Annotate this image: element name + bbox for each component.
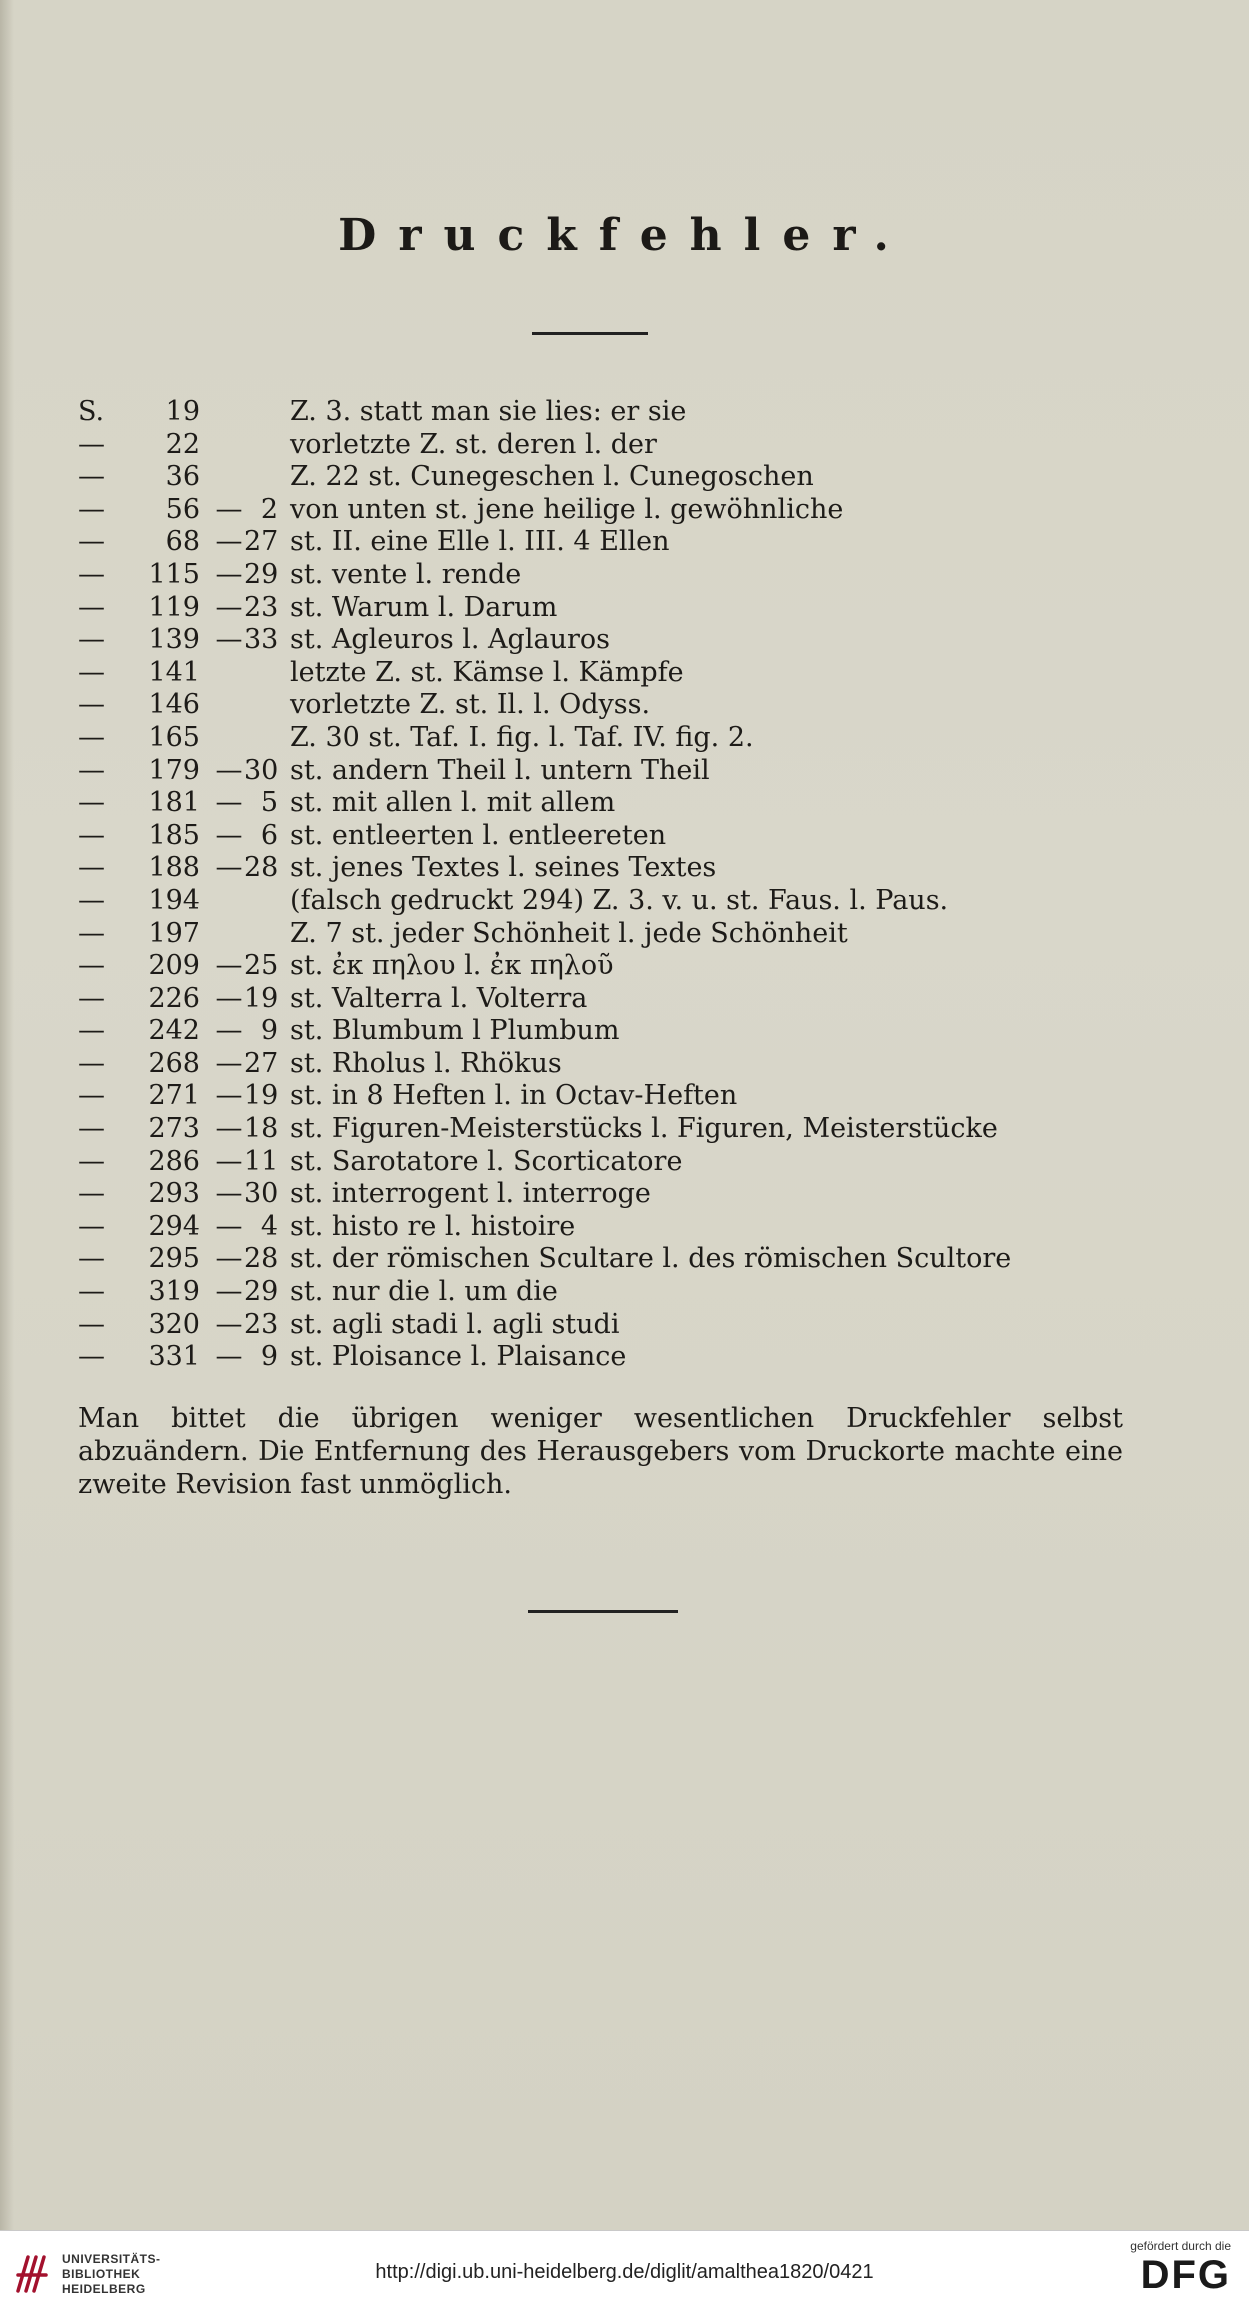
errata-separator: —: [215, 1341, 243, 1373]
errata-page-number: 119: [148, 591, 200, 623]
errata-row: [78, 918, 1168, 951]
errata-prefix: —: [78, 1080, 105, 1112]
errata-separator: [214, 918, 244, 951]
errata-separator: —: [215, 950, 243, 982]
errata-row: [78, 429, 1168, 462]
errata-prefix: —: [78, 1210, 105, 1242]
errata-line-number: 2: [260, 493, 278, 525]
errata-row: [78, 852, 1168, 885]
funder-block[interactable]: [1130, 2239, 1231, 2297]
errata-line-number: [244, 657, 290, 690]
errata-correction: st. Valterra l. Volterra: [290, 982, 588, 1014]
errata-separator: [214, 396, 244, 429]
errata-page-number: 188: [148, 852, 200, 884]
errata-separator: —: [215, 754, 243, 786]
errata-row: [78, 526, 1168, 559]
errata-prefix: —: [78, 591, 105, 623]
errata-page-number: 146: [148, 689, 200, 721]
errata-separator: [214, 885, 244, 918]
errata-correction: Z. 30 st. Taf. I. fig. l. Taf. IV. fig. 2.: [290, 721, 754, 753]
errata-page-number: 271: [148, 1080, 200, 1112]
errata-prefix: —: [78, 1145, 105, 1177]
errata-page-number: 294: [148, 1210, 200, 1242]
errata-row: [78, 755, 1168, 788]
errata-correction: st. Warum l. Darum: [290, 591, 558, 623]
errata-line-number: 27: [244, 1047, 279, 1079]
errata-prefix: —: [78, 884, 105, 916]
errata-line-number: 28: [244, 852, 279, 884]
errata-line-number: [244, 722, 290, 755]
title-rule: [532, 332, 648, 335]
errata-line-number: 4: [260, 1210, 278, 1242]
errata-line-number: 30: [244, 1178, 279, 1210]
errata-line-number: [244, 396, 290, 429]
errata-row: [78, 820, 1168, 853]
errata-prefix: —: [78, 1243, 105, 1275]
errata-row: [78, 787, 1168, 820]
errata-page-number: 115: [148, 558, 200, 590]
errata-page-number: 68: [165, 526, 200, 558]
errata-page-number: 194: [148, 884, 200, 916]
errata-correction: st. vente l. rende: [290, 558, 522, 590]
errata-separator: —: [215, 1276, 243, 1308]
errata-prefix: —: [78, 1113, 105, 1145]
errata-prefix: —: [78, 1047, 105, 1079]
errata-prefix: —: [78, 852, 105, 884]
errata-row: [78, 461, 1168, 494]
errata-separator: —: [215, 819, 243, 851]
dfg-logo: DFG: [1140, 2253, 1231, 2297]
errata-row: [78, 689, 1168, 722]
errata-page-number: 165: [148, 721, 200, 753]
errata-prefix: —: [78, 1341, 105, 1373]
errata-line-number: 29: [244, 1276, 279, 1308]
errata-page-number: 226: [148, 982, 200, 1014]
page-title: Druckfehler.: [338, 210, 911, 261]
errata-separator: [214, 657, 244, 690]
errata-correction: st. Sarotatore l. Scorticatore: [290, 1145, 683, 1177]
errata-correction: Z. 7 st. jeder Schönheit l. jede Schönheit: [290, 917, 848, 949]
errata-separator: [214, 722, 244, 755]
errata-correction: Z. 3. statt man sie lies: er sie: [290, 396, 687, 427]
errata-prefix: —: [78, 656, 105, 688]
errata-page-number: 331: [148, 1341, 200, 1373]
errata-row: [78, 1146, 1168, 1179]
errata-page-number: 22: [165, 428, 200, 460]
errata-prefix: —: [78, 558, 105, 590]
errata-correction: vorletzte Z. st. deren l. der: [290, 428, 657, 460]
errata-row: [78, 722, 1168, 755]
errata-line-number: 30: [244, 754, 279, 786]
errata-prefix: —: [78, 950, 105, 982]
errata-row: [78, 1048, 1168, 1081]
errata-separator: —: [215, 558, 243, 590]
library-name-line: UNIVERSITÄTS-: [62, 2251, 161, 2266]
errata-separator: —: [215, 1210, 243, 1242]
errata-line-number: 29: [244, 558, 279, 590]
errata-row: [78, 624, 1168, 657]
errata-page-number: 273: [148, 1113, 200, 1145]
errata-line-number: 25: [244, 950, 279, 982]
closing-note: [78, 1402, 1123, 1501]
errata-prefix: —: [78, 917, 105, 949]
errata-correction: st. nur die l. um die: [290, 1276, 558, 1308]
errata-line-number: [244, 429, 290, 462]
errata-row: [78, 1243, 1168, 1276]
errata-correction: st. histo re l. histoire: [290, 1210, 576, 1242]
closing-note-text: Man bittet die übrigen weniger wesentlichen Druckfehler selbst abzuändern. Die Entfernung des Herausgebers vom Druckorte machte eine zweite Revision fast unmöglich.: [78, 1403, 1123, 1500]
errata-page-number: 319: [148, 1276, 200, 1308]
errata-line-number: [244, 885, 290, 918]
errata-line-number: 9: [260, 1341, 278, 1373]
permalink-url[interactable]: http://digi.ub.uni-heidelberg.de/diglit/amalthea1820/0421: [375, 2261, 874, 2283]
errata-separator: —: [215, 1308, 243, 1340]
errata-page-number: 293: [148, 1178, 200, 1210]
closing-rule: [528, 1610, 678, 1613]
errata-line-number: 33: [244, 624, 279, 656]
errata-page-number: 56: [165, 493, 200, 525]
errata-list: [78, 396, 1168, 1374]
errata-row: [78, 950, 1168, 983]
errata-correction: st. II. eine Elle l. III. 4 Ellen: [290, 526, 670, 558]
errata-page-number: 181: [148, 787, 200, 819]
errata-page-number: 19: [165, 396, 200, 427]
errata-line-number: 11: [244, 1145, 279, 1177]
errata-correction: st. Blumbum l Plumbum: [290, 1015, 620, 1047]
errata-separator: —: [215, 852, 243, 884]
errata-prefix: —: [78, 1015, 105, 1047]
errata-line-number: [244, 461, 290, 494]
errata-prefix: —: [78, 982, 105, 1014]
errata-row: [78, 592, 1168, 625]
errata-line-number: [244, 918, 290, 951]
errata-prefix: —: [78, 689, 105, 721]
errata-correction: st. Ploisance l. Plaisance: [290, 1341, 627, 1373]
errata-page-number: 242: [148, 1015, 200, 1047]
errata-prefix: —: [78, 428, 105, 460]
errata-row: [78, 1080, 1168, 1113]
errata-prefix: —: [78, 1178, 105, 1210]
errata-separator: —: [215, 1243, 243, 1275]
errata-correction: von unten st. jene heilige l. gewöhnliche: [290, 493, 844, 525]
errata-separator: —: [215, 787, 243, 819]
errata-separator: —: [215, 591, 243, 623]
errata-correction: st. interrogent l. interroge: [290, 1178, 651, 1210]
errata-row: [78, 1309, 1168, 1342]
errata-row: [78, 1113, 1168, 1146]
errata-correction: st. ἐκ πηλου l. ἐκ πηλοῦ: [290, 950, 614, 982]
errata-separator: —: [215, 1015, 243, 1047]
errata-line-number: 9: [260, 1015, 278, 1047]
errata-correction: st. Rholus l. Rhökus: [290, 1047, 562, 1079]
errata-prefix: —: [78, 819, 105, 851]
errata-page-number: 36: [165, 461, 200, 493]
errata-line-number: 18: [244, 1113, 279, 1145]
errata-prefix: —: [78, 624, 105, 656]
errata-page-number: 141: [148, 656, 200, 688]
errata-row: [78, 396, 1168, 429]
errata-prefix: S.: [78, 396, 105, 427]
errata-line-number: 6: [260, 819, 278, 851]
errata-separator: [214, 429, 244, 462]
errata-separator: —: [215, 1113, 243, 1145]
errata-row: [78, 1178, 1168, 1211]
errata-prefix: —: [78, 787, 105, 819]
errata-line-number: 19: [244, 1080, 279, 1112]
errata-page-number: 139: [148, 624, 200, 656]
library-name-line: BIBLIOTHEK: [62, 2266, 141, 2281]
errata-correction: letzte Z. st. Kämse l. Kämpfe: [290, 656, 684, 688]
errata-line-number: 27: [244, 526, 279, 558]
errata-correction: st. Agleuros l. Aglauros: [290, 624, 610, 656]
errata-prefix: —: [78, 526, 105, 558]
footer-bar: [0, 2230, 1249, 2321]
errata-separator: —: [215, 1047, 243, 1079]
errata-line-number: 19: [244, 982, 279, 1014]
errata-row: [78, 1341, 1168, 1374]
errata-prefix: —: [78, 721, 105, 753]
errata-separator: —: [215, 526, 243, 558]
errata-row: [78, 885, 1168, 918]
errata-separator: —: [215, 1145, 243, 1177]
errata-page-number: 209: [148, 950, 200, 982]
errata-row: [78, 494, 1168, 527]
errata-line-number: 28: [244, 1243, 279, 1275]
errata-line-number: 5: [260, 787, 278, 819]
page-edge-shadow: [0, 0, 14, 2230]
errata-separator: [214, 461, 244, 494]
errata-correction: st. jenes Textes l. seines Textes: [290, 852, 717, 884]
errata-row: [78, 657, 1168, 690]
errata-correction: st. andern Theil l. untern Theil: [290, 754, 710, 786]
errata-prefix: —: [78, 493, 105, 525]
errata-correction: vorletzte Z. st. Il. l. Odyss.: [290, 689, 651, 721]
errata-row: [78, 1015, 1168, 1048]
errata-separator: —: [215, 1178, 243, 1210]
library-name-line: HEIDELBERG: [62, 2281, 146, 2296]
errata-correction: st. entleerten l. entleereten: [290, 819, 667, 851]
errata-correction: st. in 8 Heften l. in Octav-Heften: [290, 1080, 738, 1112]
funded-by-label: gefördert durch die: [1130, 2239, 1231, 2253]
errata-correction: (falsch gedruckt 294) Z. 3. v. u. st. Faus. l. Paus.: [290, 884, 949, 916]
errata-correction: Z. 22 st. Cunegeschen l. Cunegoschen: [290, 461, 814, 493]
errata-correction: st. mit allen l. mit allem: [290, 787, 616, 819]
errata-prefix: —: [78, 461, 105, 493]
errata-row: [78, 983, 1168, 1016]
errata-page-number: 286: [148, 1145, 200, 1177]
errata-row: [78, 1211, 1168, 1244]
errata-prefix: —: [78, 754, 105, 786]
errata-prefix: —: [78, 1276, 105, 1308]
errata-page-number: 268: [148, 1047, 200, 1079]
errata-line-number: [244, 689, 290, 722]
errata-row: [78, 559, 1168, 592]
errata-page-number: 295: [148, 1243, 200, 1275]
errata-page-number: 179: [148, 754, 200, 786]
errata-separator: [214, 689, 244, 722]
errata-page-number: 185: [148, 819, 200, 851]
errata-correction: st. Figuren-Meisterstücks l. Figuren, Meisterstücke: [290, 1113, 998, 1145]
errata-correction: st. der römischen Scultare l. des römischen Scultore: [290, 1243, 1012, 1275]
errata-row: [78, 1276, 1168, 1309]
errata-prefix: —: [78, 1308, 105, 1340]
errata-page-number: 197: [148, 917, 200, 949]
errata-page-number: 320: [148, 1308, 200, 1340]
errata-line-number: 23: [244, 1308, 279, 1340]
errata-separator: —: [215, 1080, 243, 1112]
errata-line-number: 23: [244, 591, 279, 623]
errata-separator: —: [215, 982, 243, 1014]
errata-separator: —: [215, 624, 243, 656]
errata-correction: st. agli stadi l. agli studi: [290, 1308, 620, 1340]
errata-separator: —: [215, 493, 243, 525]
